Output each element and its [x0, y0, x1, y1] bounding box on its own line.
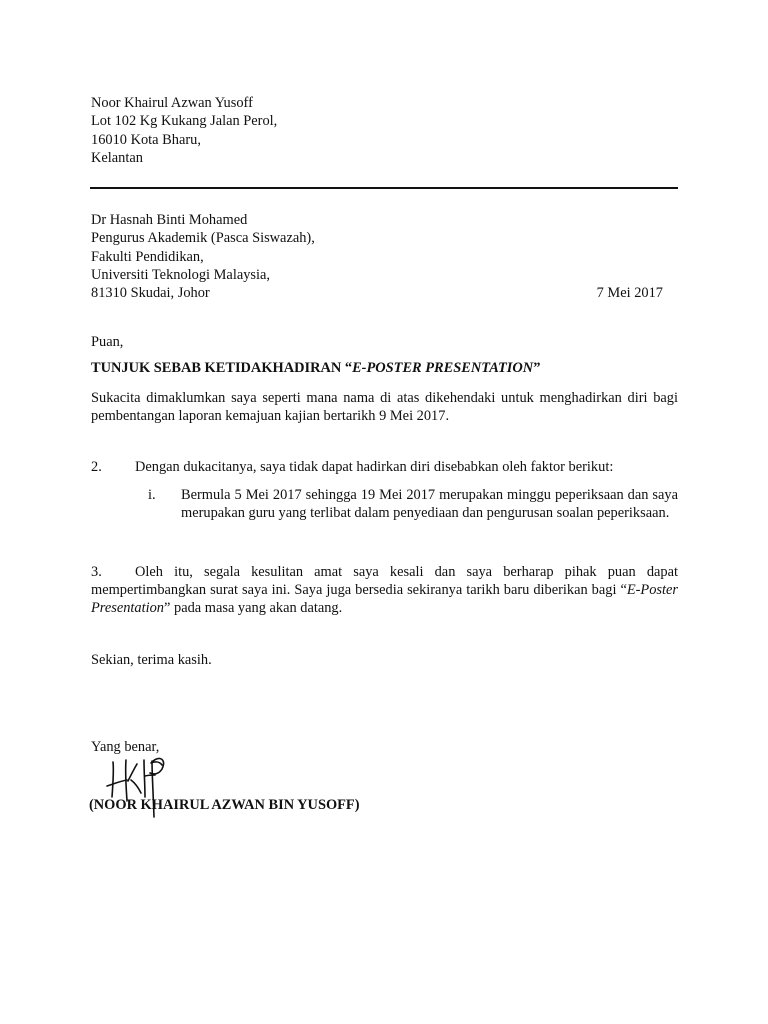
list-item-text: Bermula 5 Mei 2017 sehingga 19 Mei 2017 merupakan minggu peperiksaan dan saya merupakan guru yang terlibat dalam penyediaan dan pengurusan soalan peperiksaan. — [181, 487, 678, 521]
closing-line: Sekian, terima kasih. — [91, 652, 212, 668]
paragraph-2-text: Dengan dukacitanya, saya tidak dapat hadirkan diri disebabkan oleh faktor berikut: — [135, 459, 614, 475]
letter-subject — [91, 359, 540, 377]
recipient-address-line: 81310 Skudai, Johor — [91, 285, 210, 302]
recipient-last-row — [91, 284, 663, 302]
sender-address-line: Kelantan — [91, 149, 143, 166]
handwritten-signature — [104, 753, 170, 828]
header-divider — [90, 187, 678, 189]
signer-name: (NOOR KHAIRUL AZWAN BIN YUSOFF) — [89, 797, 360, 813]
sender-address-line: Lot 102 Kg Kukang Jalan Perol, — [91, 113, 278, 130]
recipient-address-line: Fakulti Pendidikan, — [91, 248, 204, 265]
paragraph-1: Sukacita dimaklumkan saya seperti mana nama di atas dikehendaki untuk menghadirkan diri bagi pembentangan laporan kemajuan kajian bertarikh 9 Mei 2017. — [91, 390, 678, 424]
paragraph-3-text-before: Oleh itu, segala kesulitan amat saya kesali dan saya berharap pihak puan dapat mempertimbangkan surat saya ini. Saya juga bersedia sekiranya tarikh baru diberikan bagi “ — [91, 564, 678, 598]
sender-address-line: 16010 Kota Bharu, — [91, 131, 201, 148]
subject-suffix: ” — [533, 360, 541, 376]
letter-date: 7 Mei 2017 — [596, 285, 663, 302]
paragraph-2 — [91, 458, 678, 476]
subject-italic: E-POSTER PRESENTATION — [352, 360, 534, 376]
sender-address — [91, 94, 277, 167]
recipient-name: Dr Hasnah Binti Mohamed — [91, 212, 248, 228]
recipient-address-line: Universiti Teknologi Malaysia, — [91, 266, 270, 283]
regards-line: Yang benar, — [91, 739, 160, 755]
salutation: Puan, — [91, 334, 124, 350]
list-item-number: i. — [148, 487, 156, 503]
recipient-address-line: Pengurus Akademik (Pasca Siswazah), — [91, 230, 315, 247]
subject-prefix: TUNJUK SEBAB KETIDAKHADIRAN “ — [91, 360, 353, 376]
paragraph-3 — [91, 563, 678, 617]
paragraph-number: 3. — [91, 564, 102, 580]
paragraph-3-text-after: ” pada masa yang akan datang. — [164, 600, 343, 616]
paragraph-number: 2. — [91, 459, 102, 475]
paragraph-3-italic: E-Poster Presentation — [91, 582, 678, 616]
recipient-address — [91, 211, 663, 302]
sender-name: Noor Khairul Azwan Yusoff — [91, 95, 253, 111]
